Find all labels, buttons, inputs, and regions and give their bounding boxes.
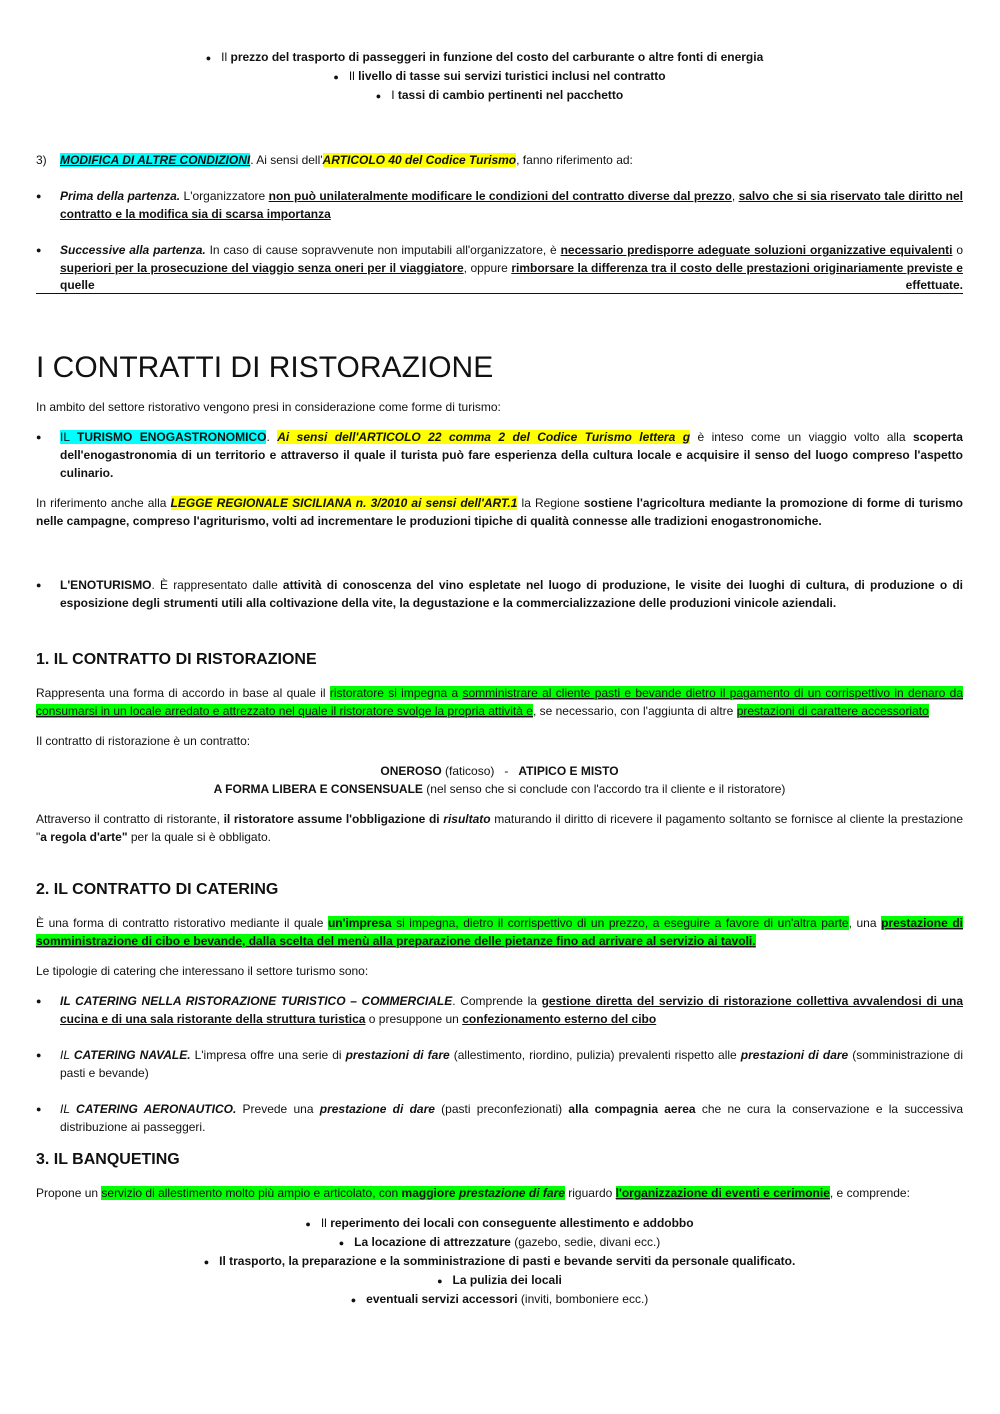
contract-characteristics-line2: A FORMA LIBERA E CONSENSUALE (nel senso che si conclude con l'accordo tra il cliente e il ristoratore) [213, 782, 786, 796]
catering-types-intro: Le tipologie di catering che interessano il settore turismo sono: [36, 964, 369, 978]
list-item: ● La locazione di attrezzature (gazebo, sedie, divani ecc.) [36, 1233, 963, 1252]
prima-partenza-bullet: ● Prima della partenza. L'organizzatore non può unilateralmente modificare le condizioni del contratto diverse dal prezzo, salvo che si sia riservato tale diritto nel contratto e la modifica sia di scarsa importanza [36, 187, 963, 223]
catering-heading: 2. IL CONTRATTO DI CATERING [36, 881, 279, 898]
section3-heading-line: 3) MODIFICA DI ALTRE CONDIZIONI. Ai sensi dell'ARTICOLO 40 del Codice Turismo, fanno riferimento ad: [36, 153, 633, 167]
intro-paragraph: In ambito del settore ristorativo vengono presi in considerazione come forme di turismo: [36, 400, 501, 414]
catering-aeronautico-bullet: ● IL CATERING AERONAUTICO. Prevede una prestazione di dare (pasti preconfezionati) alla compagnia aerea che ne cura la conservazione e la successiva distribuzione ai passeggeri. [36, 1100, 963, 1136]
main-title: I CONTRATTI DI RISTORAZIONE [36, 351, 494, 384]
ristorazione-definition: Rappresenta una forma di accordo in base al quale il ristoratore si impegna a somministrare al cliente pasti e bevande dietro il pagamento di un corrispettivo in denaro da consumarsi in un locale arredato e attrezzato nel quale il ristoratore svolge la propria attività e, se necessario, con l'aggiunta di altre prestazioni di carattere accessoriato [36, 686, 963, 718]
ristorazione-heading: 1. IL CONTRATTO DI RISTORAZIONE [36, 651, 317, 668]
ristorazione-obligation-paragraph: Attraverso il contratto di ristorante, il ristoratore assume l'obbligazione di risultato maturando il diritto di ricevere il pagamento soltanto se fornisce al cliente la prestazione "a regola d'arte" per la quale si è obbligato. [36, 812, 964, 844]
price-bullet-item: ● Il livello di tasse sui servizi turistici inclusi nel contratto [36, 67, 963, 86]
enogastro-bullet: ● IL TURISMO ENOGASTRONOMICO. Ai sensi dell'ARTICOLO 22 comma 2 del Codice Turismo lettera g è inteso come un viaggio volto alla scoperta dell'enogastronomia di un territorio e attraverso il quale il turista può fare esperienza della cultura locale e acquisire il senso del luogo compreso l'aspetto culinario. [36, 428, 963, 482]
banqueting-heading: 3. IL BANQUETING [36, 1151, 180, 1168]
price-bullet-item: ● I tassi di cambio pertinenti nel pacchetto [36, 86, 963, 105]
list-item: ● Il reperimento dei locali con conseguente allestimento e addobbo [36, 1214, 963, 1233]
successive-last-line: quelle effettuate. [36, 277, 963, 294]
catering-navale-bullet: ● IL CATERING NAVALE. L'impresa offre una serie di prestazioni di fare (allestimento, riordino, pulizia) prevalenti rispetto alle prestazioni di dare (somministrazione di pasti e bevande) [36, 1046, 963, 1082]
catering-definition: È una forma di contratto ristorativo mediante il quale un'impresa si impegna, dietro il corrispettivo di un prezzo, a eseguire a favore di un'altra parte, una prestazione di somministrazione di cibo e bevande, dalla scelta del menù alla preparazione delle pietanze fino ad arrivare al servizio ai tavoli. [36, 916, 963, 948]
catering-commerciale-bullet: ● IL CATERING NELLA RISTORAZIONE TURISTICO – COMMERCIALE. Comprende la gestione diretta del servizio di ristorazione collettiva avvalendosi di una cucina e di una sala ristorante della struttura turistica o presuppone un confezionamento esterno del cibo [36, 992, 963, 1028]
contract-characteristics-line1: ONEROSO (faticoso) - ATIPICO E MISTO [380, 764, 619, 778]
list-item: ● La pulizia dei locali [36, 1271, 963, 1290]
successive-partenza-bullet: ● Successive alla partenza. In caso di cause sopravvenute non imputabili all'organizzatore, è necessario predisporre adeguate soluzioni organizzative equivalenti o superiori per la prosecuzione del viaggio senza oneri per il viaggiatore, oppure rimborsare la differenza tra il costo delle prestazioni originariamente previste e [36, 241, 963, 277]
list-item: ● Il trasporto, la preparazione e la somministrazione di pasti e bevande serviti da personale qualificato. [36, 1252, 963, 1271]
price-bullet-item: ● Il prezzo del trasporto di passeggeri in funzione del costo del carburante o altre fonti di energia [6, 48, 963, 67]
banqueting-items-list [36, 1214, 963, 1309]
enoturismo-bullet: ● L'ENOTURISMO. È rappresentato dalle attività di conoscenza del vino espletate nel luogo di produzione, le visite dei luoghi di cultura, di produzione o di esposizione degli strumenti utili alla coltivazione della vite, la degustazione e la commercializzazione delle produzioni vinicole aziendali. [36, 576, 963, 612]
banqueting-definition: Propone un servizio di allestimento molto più ampio e articolato, con maggiore prestazione di fare riguardo l'organizzazione di eventi e cerimonie, e comprende: [36, 1186, 910, 1200]
document-page [36, 48, 963, 1309]
regional-law-paragraph: In riferimento anche alla LEGGE REGIONALE SICILIANA n. 3/2010 ai sensi dell'ART.1 la Regione sostiene l'agricoltura mediante la promozione di forme di turismo nelle campagne, compreso l'agriturismo, volti ad incrementare le produzioni tipiche di qualità connesse alle tradizioni enogastronomiche. [36, 496, 964, 528]
ristorazione-contract-intro: Il contratto di ristorazione è un contratto: [36, 734, 251, 748]
list-item: ● eventuali servizi accessori (inviti, bomboniere ecc.) [36, 1290, 963, 1309]
